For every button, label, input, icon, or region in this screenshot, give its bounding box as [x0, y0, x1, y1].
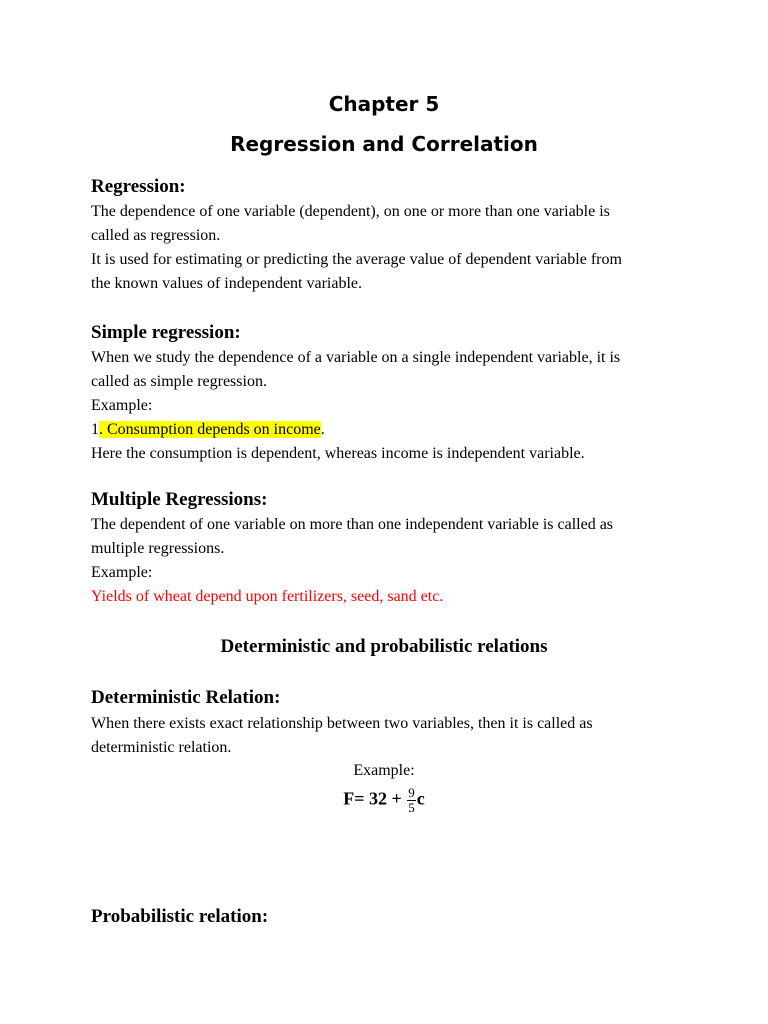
multiple-regressions-heading: Multiple Regressions:: [91, 489, 268, 510]
regression-line-4: the known values of independent variable.: [91, 275, 363, 292]
simple-example-item: [91, 418, 691, 442]
regression-heading: Regression:: [91, 176, 186, 197]
regression-paragraph: [91, 200, 691, 296]
formula-fraction: [407, 786, 416, 815]
relations-heading: Deterministic and probabilistic relations: [220, 636, 548, 657]
formula-prefix: F= 32 +: [343, 788, 407, 809]
regression-line-1: The dependence of one variable (dependent), on one or more than one variable is: [91, 203, 610, 220]
multiple-example-label: Example:: [91, 564, 153, 581]
formula-suffix: c: [416, 788, 425, 809]
temperature-formula: [0, 786, 768, 815]
simple-example-highlight: . Consumption depends on income: [99, 421, 321, 438]
simple-note: Here the consumption is dependent, whereas income is independent variable.: [91, 445, 585, 462]
simple-regression-paragraph: [91, 346, 691, 466]
regression-line-3: It is used for estimating or predicting the average value of dependent variable from: [91, 251, 622, 268]
deterministic-line-2: deterministic relation.: [91, 739, 232, 756]
multiple-example-text: Yields of wheat depend upon fertilizers, seed, sand etc.: [91, 588, 444, 605]
chapter-heading: Chapter 5: [328, 92, 440, 116]
simple-example-end: .: [320, 421, 325, 438]
simple-line-1: When we study the dependence of a variable on a single independent variable, it is: [91, 349, 621, 366]
simple-regression-heading: Simple regression:: [91, 322, 241, 343]
formula-denominator: 5: [408, 800, 415, 815]
multiple-regressions-paragraph: [91, 513, 691, 609]
simple-line-2: called as simple regression.: [91, 373, 267, 390]
simple-example-number: 1: [91, 421, 99, 438]
deterministic-heading: Deterministic Relation:: [91, 687, 281, 708]
multiple-line-1: The dependent of one variable on more than one independent variable is called as: [91, 516, 614, 533]
deterministic-example-label: Example:: [353, 762, 415, 779]
deterministic-paragraph: [91, 712, 691, 760]
deterministic-line-1: When there exists exact relationship between two variables, then it is called as: [91, 715, 593, 732]
multiple-line-2: multiple regressions.: [91, 540, 225, 557]
document-title: Regression and Correlation: [230, 132, 538, 156]
regression-line-2: called as regression.: [91, 227, 221, 244]
formula-numerator: 9: [408, 785, 415, 800]
probabilistic-heading: Probabilistic relation:: [91, 906, 269, 927]
simple-example-label: Example:: [91, 397, 153, 414]
